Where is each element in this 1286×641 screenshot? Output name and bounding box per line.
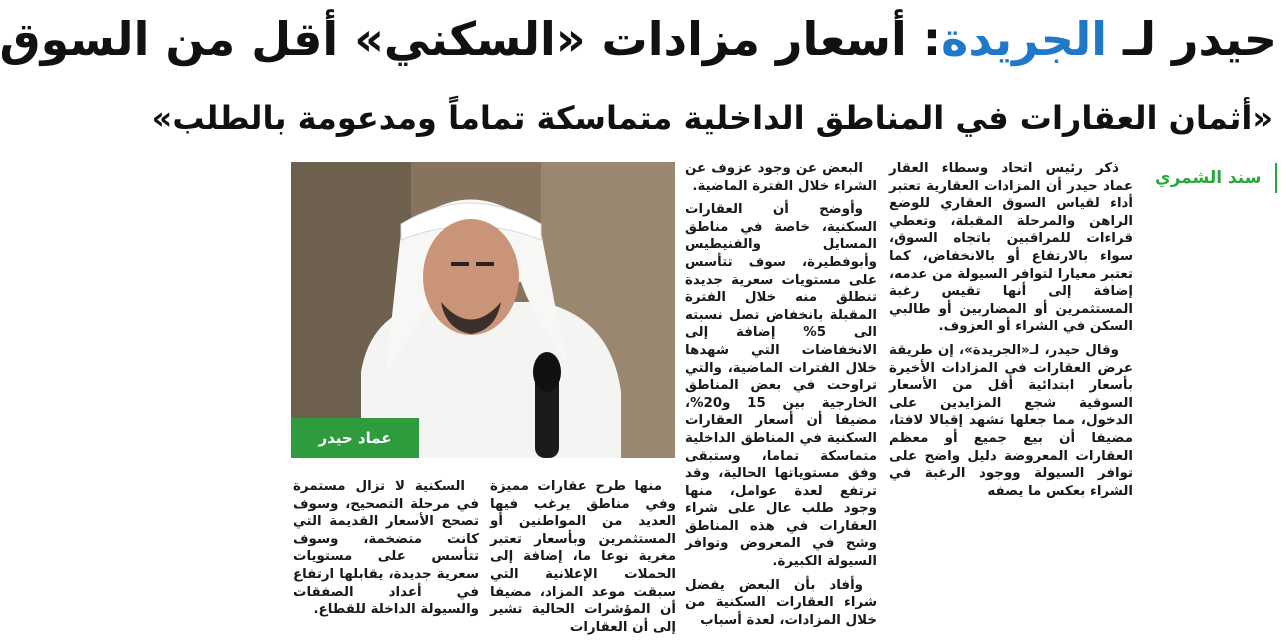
subheadline: «أثمان العقارات في المناطق الداخلية متماسكة تماماً ومدعومة بالطلب» (151, 99, 1273, 137)
article-column-2 (685, 160, 877, 638)
paragraph: وأفاد بأن البعض يفضل شراء العقارات السكنية من خلال المزادات، لعدة أسباب (685, 577, 877, 628)
portrait-illustration (291, 162, 675, 458)
author-byline: سند الشمري (1155, 163, 1277, 193)
paragraph: السكنية لا تزال مستمرة في مرحلة التصحيح، وسوف تصحح الأسعار القديمة التي كانت متضخمة، وسوف تتأسس على مستويات سعرية جديدة، يقابلها ارتفاع في أعداد الصفقات والسيولة الداخلة للقطاع. (293, 479, 479, 618)
paragraph: منها طرح عقارات مميزة وفي مناطق يرغب فيها العديد من المواطنين أو المستثمرين وبأسعار تعتبر مغرية نوعا ما، إضافة إلى الحملات الإعلانية التي سبقت موعد المزاد، مضيفا أن المؤشرات الحالية تشير إلى أن العقارات (490, 479, 676, 635)
article-photo (291, 162, 675, 458)
article-column-4 (293, 478, 479, 638)
paragraph: وأوضح أن العقارات السكنية، خاصة في مناطق المسايل والفنيطيس وأبوفطيرة، سوف تتأسس على مستويات سعرية جديدة تنطلق منه خلال الفترة المقبلة بانخفاض تصل نسبته الى 5% إضافة إلى الانخفاضات التي شهدها خلال الفترات الماضية، والتي تراوحت في بعض المناطق الخارجية بين 15 و20%، مضيفا أن أسعار العقارات السكنية في المناطق الداخلية متماسكة تماما، وستبقى وفق مستوياتها الحالية، وقد ترتفع لعدة عوامل، منها وجود طلب عال على شراء العقارات في هذه المناطق وشح في المعروض وتوافر السيولة الكبيرة. (685, 202, 878, 570)
paragraph: ذكر رئيس اتحاد وسطاء العقار عماد حيدر أن المزادات العقارية تعتبر أداء لقياس السوق العقاري للوضع الراهن والمرحلة المقبلة، وتعطي قراءات للمراقبين باتجاه السوق، سواء بالارتفاع أو بالانخفاض، كما تعتبر معيارا لتوافر السيولة من عدمه، إضافة إلى أنها تقيس رغبة المستثمرين أو المضاربين أو طالبي السكن في الشراء أو العزوف. (889, 161, 1133, 335)
article-column-3 (490, 478, 676, 638)
headline (0, 6, 1277, 72)
photo-caption: عماد حيدر (291, 418, 419, 458)
paragraph: وقال حيدر، لـ«الجريدة»، إن طريقة عرض العقارات في المزادات الأخيرة بأسعار ابتدائية أقل من الأسعار السوقية شجع المزايدين على الدخول، مما جعلها تشهد إقبالا لافتا، مضيفا أن بيع جميع أو معظم العقارات المعروضة دليل واضح على توافر السيولة ووجود الرغبة في الشراء بعكس ما يصفه (889, 342, 1133, 499)
article-column-1 (889, 160, 1133, 638)
headline-part1: حيدر لـ (1106, 12, 1277, 66)
paragraph: البعض عن وجود عزوف عن الشراء خلال الفترة الماضية. (685, 161, 877, 194)
headline-part2: : أسعار مزادات «السكني» أقل من السوق (0, 12, 942, 66)
headline-brand: الجريدة (941, 12, 1107, 66)
